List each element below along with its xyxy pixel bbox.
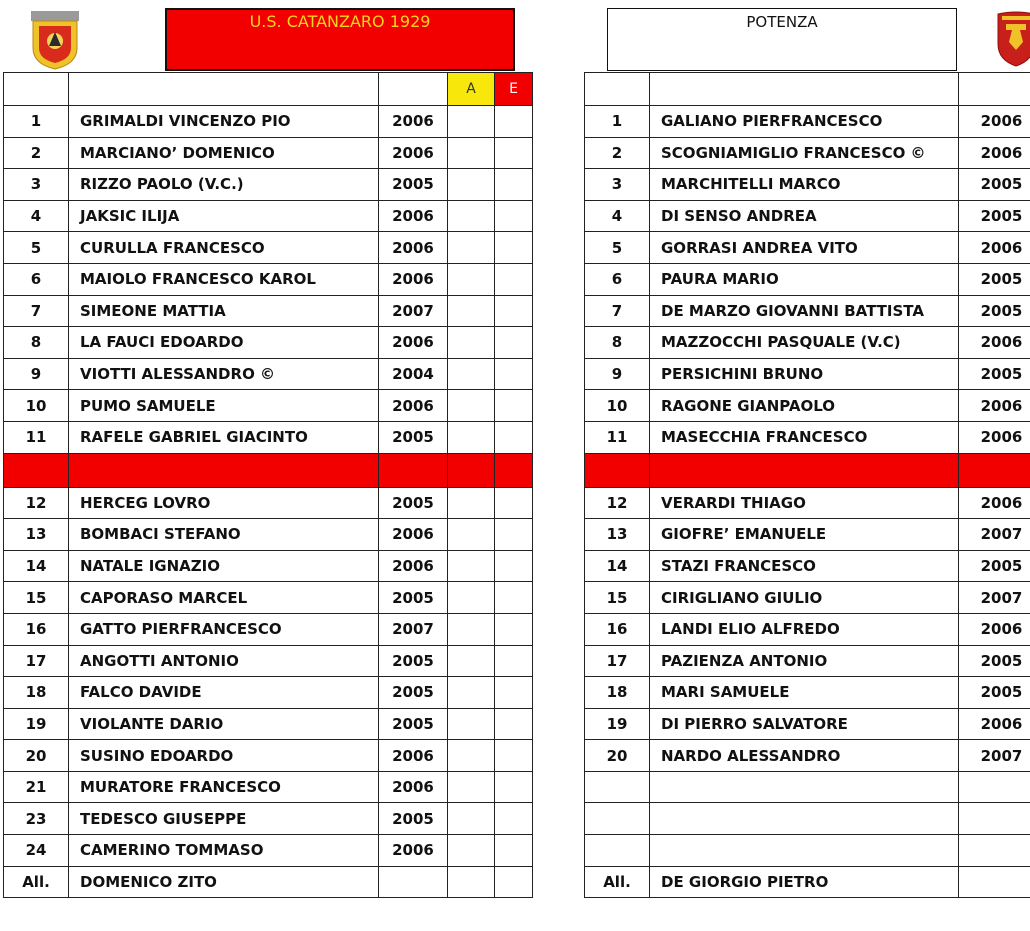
player-number: 10 [4,390,69,422]
player-number: 15 [585,582,650,614]
player-birth-year: 2006 [379,263,448,295]
mark-cell [448,835,495,867]
player-row [585,487,1030,519]
player-number: 4 [4,200,69,232]
player-name: PUMO SAMUELE [69,390,379,422]
player-number: 11 [585,421,650,453]
player-name: DI SENSO ANDREA [650,200,959,232]
mark-cell [495,421,533,453]
player-birth-year: 2005 [959,550,1030,582]
mark-cell [448,232,495,264]
player-birth-year: 2006 [959,421,1030,453]
player-name: GALIANO PIERFRANCESCO [650,106,959,138]
player-birth-year: 2006 [379,232,448,264]
player-number: 14 [585,550,650,582]
mark-cell [448,803,495,835]
player-name: NATALE IGNAZIO [69,550,379,582]
player-row [585,550,1030,582]
player-row [585,137,1030,169]
player-number: 19 [585,708,650,740]
player-row [4,582,533,614]
player-birth-year: 2007 [959,740,1030,772]
player-birth-year: 2005 [959,295,1030,327]
player-row [4,327,533,359]
mark-cell [448,200,495,232]
mark-cell [495,677,533,709]
player-row [4,519,533,551]
player-name: RAGONE GIANPAOLO [650,390,959,422]
player-name: SCOGNIAMIGLIO FRANCESCO © [650,137,959,169]
coach-name: DOMENICO ZITO [69,866,379,898]
coach-row [4,866,533,898]
player-birth-year: 2006 [379,200,448,232]
player-row [4,487,533,519]
player-number: 3 [4,169,69,201]
mark-cell [448,677,495,709]
mark-cell [448,740,495,772]
column-a-header: A [448,73,495,106]
coach-label: All. [585,866,650,898]
player-name: GORRASI ANDREA VITO [650,232,959,264]
mark-cell [448,582,495,614]
player-name: ANGOTTI ANTONIO [69,645,379,677]
player-name: LA FAUCI EDOARDO [69,327,379,359]
player-row [4,421,533,453]
mark-cell [448,327,495,359]
player-number: 2 [585,137,650,169]
player-row [585,677,1030,709]
player-row [585,200,1030,232]
player-number: 9 [585,358,650,390]
player-birth-year: 2006 [379,327,448,359]
mark-cell [448,263,495,295]
home-header-row [4,73,533,106]
mark-cell [495,582,533,614]
player-row [4,232,533,264]
player-number: 18 [4,677,69,709]
player-name: SUSINO EDOARDO [69,740,379,772]
player-birth-year: 2005 [379,582,448,614]
player-row [4,835,533,867]
player-row [585,613,1030,645]
player-number: 5 [4,232,69,264]
player-number: 12 [4,487,69,519]
player-row [4,708,533,740]
player-birth-year: 2004 [379,358,448,390]
player-number: 20 [4,740,69,772]
home-team-name: U.S. CATANZARO 1929 [249,12,431,31]
substitutes-separator [4,453,533,487]
mark-cell [448,106,495,138]
mark-cell [495,232,533,264]
player-row [4,613,533,645]
player-name: BOMBACI STEFANO [69,519,379,551]
mark-cell [448,390,495,422]
player-birth-year: 2006 [959,390,1030,422]
mark-cell [448,645,495,677]
catanzaro-crest-icon [30,10,80,70]
player-name: MARCIANO’ DOMENICO [69,137,379,169]
player-birth-year: 2006 [379,519,448,551]
player-number: 17 [585,645,650,677]
player-name: DE MARZO GIOVANNI BATTISTA [650,295,959,327]
player-name: SIMEONE MATTIA [69,295,379,327]
mark-cell [448,358,495,390]
player-number: 6 [4,263,69,295]
player-number: 9 [4,358,69,390]
mark-cell [448,137,495,169]
player-row [585,740,1030,772]
mark-cell [448,771,495,803]
player-row [4,550,533,582]
player-name: MURATORE FRANCESCO [69,771,379,803]
player-birth-year: 2007 [959,519,1030,551]
player-birth-year: 2006 [379,771,448,803]
player-name: RAFELE GABRIEL GIACINTO [69,421,379,453]
player-row [4,295,533,327]
player-name: STAZI FRANCESCO [650,550,959,582]
player-number: 19 [4,708,69,740]
player-name: DI PIERRO SALVATORE [650,708,959,740]
mark-cell [495,327,533,359]
player-name: VERARDI THIAGO [650,487,959,519]
player-birth-year: 2005 [959,169,1030,201]
player-row [585,645,1030,677]
player-number: 8 [4,327,69,359]
mark-cell [495,550,533,582]
player-birth-year: 2005 [959,200,1030,232]
player-birth-year: 2005 [379,677,448,709]
player-name: CIRIGLIANO GIULIO [650,582,959,614]
player-row [4,169,533,201]
player-row [4,200,533,232]
player-number: 13 [585,519,650,551]
player-name: GATTO PIERFRANCESCO [69,613,379,645]
player-row [4,803,533,835]
player-number: 3 [585,169,650,201]
empty-row [585,835,1030,867]
player-row [585,169,1030,201]
player-name: CURULLA FRANCESCO [69,232,379,264]
player-birth-year: 2006 [959,137,1030,169]
player-birth-year: 2006 [379,390,448,422]
player-number: 18 [585,677,650,709]
player-name: NARDO ALESSANDRO [650,740,959,772]
player-name: MASECCHIA FRANCESCO [650,421,959,453]
player-name: JAKSIC ILIJA [69,200,379,232]
player-row [585,582,1030,614]
player-number: 16 [4,613,69,645]
mark-cell [448,295,495,327]
mark-cell [448,550,495,582]
player-name: GRIMALDI VINCENZO PIO [69,106,379,138]
player-birth-year: 2005 [959,677,1030,709]
player-birth-year: 2006 [959,613,1030,645]
player-birth-year: 2007 [959,582,1030,614]
player-number: 4 [585,200,650,232]
player-row [4,358,533,390]
coach-row [585,866,1030,898]
player-name: VIOTTI ALESSANDRO © [69,358,379,390]
player-number: 5 [585,232,650,264]
player-number: 1 [4,106,69,138]
mark-cell [495,645,533,677]
player-number: 24 [4,835,69,867]
player-birth-year: 2006 [959,232,1030,264]
player-name: RIZZO PAOLO (V.C.) [69,169,379,201]
mark-cell [495,708,533,740]
away-team-banner [607,8,957,71]
empty-row [585,803,1030,835]
home-lineup-table [3,72,533,898]
player-name: PERSICHINI BRUNO [650,358,959,390]
column-e-header: E [495,73,533,106]
player-birth-year: 2005 [379,645,448,677]
mark-cell [448,519,495,551]
mark-cell [495,390,533,422]
mark-cell [448,421,495,453]
player-birth-year: 2005 [959,645,1030,677]
player-name: CAPORASO MARCEL [69,582,379,614]
player-row [585,358,1030,390]
player-number: 21 [4,771,69,803]
mark-cell [495,613,533,645]
away-lineup-table [584,72,1030,898]
player-birth-year: 2006 [379,137,448,169]
player-name: VIOLANTE DARIO [69,708,379,740]
mark-cell [495,200,533,232]
player-name: MARI SAMUELE [650,677,959,709]
mark-cell [495,358,533,390]
player-birth-year: 2007 [379,295,448,327]
player-row [4,645,533,677]
empty-row [585,771,1030,803]
away-team-name: POTENZA [746,13,818,31]
mark-cell [495,740,533,772]
player-number: 11 [4,421,69,453]
player-name: MAIOLO FRANCESCO KAROL [69,263,379,295]
player-name: MAZZOCCHI PASQUALE (V.C) [650,327,959,359]
player-row [4,106,533,138]
player-birth-year: 2006 [379,106,448,138]
player-number: 8 [585,327,650,359]
player-birth-year: 2006 [959,327,1030,359]
player-birth-year: 2005 [959,358,1030,390]
mark-cell [448,169,495,201]
player-number: 7 [4,295,69,327]
player-birth-year: 2005 [379,169,448,201]
mark-cell [495,519,533,551]
player-row [4,740,533,772]
mark-cell [448,708,495,740]
player-row [4,263,533,295]
player-name: HERCEG LOVRO [69,487,379,519]
player-number: 7 [585,295,650,327]
player-row [585,327,1030,359]
player-number: 2 [4,137,69,169]
mark-cell [448,487,495,519]
player-row [585,421,1030,453]
player-number: 6 [585,263,650,295]
player-row [585,263,1030,295]
mark-cell [495,487,533,519]
coach-label: All. [4,866,69,898]
player-number: 12 [585,487,650,519]
mark-cell [495,263,533,295]
player-birth-year: 2006 [959,708,1030,740]
potenza-lion-crest-icon [996,10,1030,68]
player-name: MARCHITELLI MARCO [650,169,959,201]
player-name: FALCO DAVIDE [69,677,379,709]
player-row [585,390,1030,422]
player-row [585,519,1030,551]
player-birth-year: 2005 [379,487,448,519]
player-name: CAMERINO TOMMASO [69,835,379,867]
player-number: 14 [4,550,69,582]
player-birth-year: 2005 [379,803,448,835]
player-number: 23 [4,803,69,835]
player-number: 1 [585,106,650,138]
player-birth-year: 2005 [959,263,1030,295]
player-row [4,677,533,709]
mark-cell [495,803,533,835]
player-row [585,708,1030,740]
mark-cell [495,169,533,201]
player-birth-year: 2006 [379,835,448,867]
player-number: 15 [4,582,69,614]
player-name: PAURA MARIO [650,263,959,295]
player-name: GIOFRE’ EMANUELE [650,519,959,551]
player-number: 10 [585,390,650,422]
player-birth-year: 2006 [379,740,448,772]
player-birth-year: 2005 [379,708,448,740]
player-row [4,771,533,803]
player-number: 20 [585,740,650,772]
player-birth-year: 2005 [379,421,448,453]
mark-cell [495,137,533,169]
player-row [585,106,1030,138]
player-name: LANDI ELIO ALFREDO [650,613,959,645]
mark-cell [495,771,533,803]
mark-cell [495,295,533,327]
mark-cell [495,106,533,138]
player-name: TEDESCO GIUSEPPE [69,803,379,835]
player-row [4,137,533,169]
player-row [4,390,533,422]
player-birth-year: 2006 [379,550,448,582]
player-row [585,232,1030,264]
coach-name: DE GIORGIO PIETRO [650,866,959,898]
player-number: 17 [4,645,69,677]
away-header-row [585,73,1030,106]
player-name: PAZIENZA ANTONIO [650,645,959,677]
mark-cell [448,613,495,645]
mark-cell [495,835,533,867]
player-row [585,295,1030,327]
player-birth-year: 2006 [959,487,1030,519]
substitutes-separator [585,453,1030,487]
player-birth-year: 2006 [959,106,1030,138]
home-team-banner [165,8,515,71]
player-number: 13 [4,519,69,551]
player-number: 16 [585,613,650,645]
player-birth-year: 2007 [379,613,448,645]
